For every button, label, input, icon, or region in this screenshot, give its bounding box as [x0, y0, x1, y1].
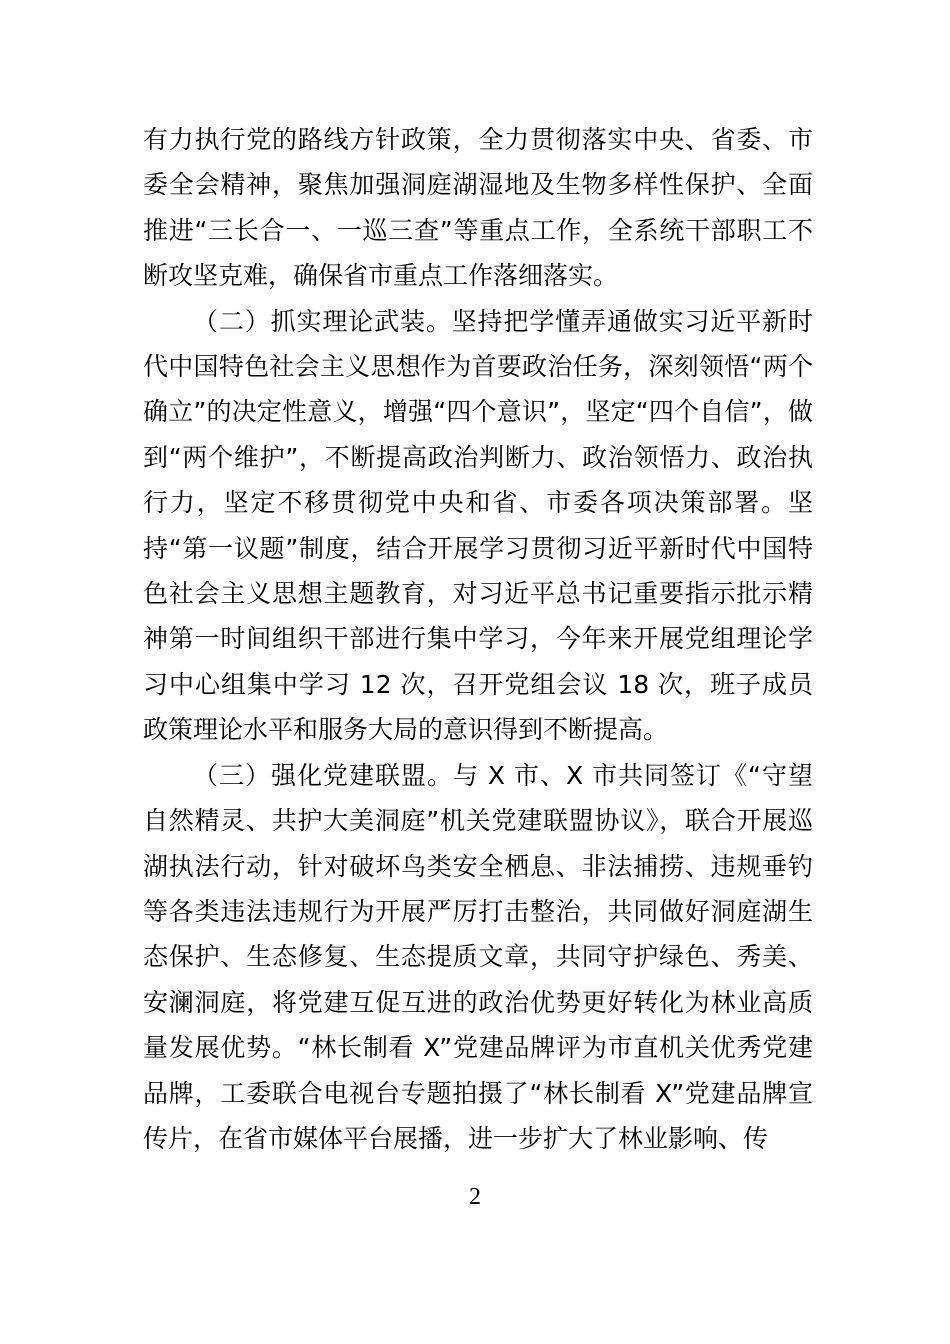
paragraph-theory-study: （二）抓实理论武装。坚持把学懂弄通做实习近平新时代中国特色社会主义思想作为首要政治任务，深刻领悟“两个确立”的决定性意义，增强“四个意识”，坚定“四个自信”，做到“两个维护”，不断提高政治判断力、政治领悟力、政治执行力，坚定不移贯彻党中央和省、市委各项决策部署。坚持“第一议题”制度，结合开展学习贯彻习近平新时代中国特色社会主义思想主题教育，对习近平总书记重要指示批示精神第一时间组织干部进行集中学习，今年来开展党组理论学习中心组集中学习 12 次，召开党组会议 18 次，班子成员政策理论水平和服务大局的意识得到不断提高。	[143, 306, 813, 745]
paragraph-continuation: 有力执行党的路线方针政策，全力贯彻落实中央、省委、市委全会精神，聚焦加强洞庭湖湿地及生物多样性保护、全面推进“三长合一、一巡三查”等重点工作，全系统干部职工不断攻坚克难，确保省市重点工作落细落实。	[143, 125, 813, 291]
page-number: 2	[469, 1184, 481, 1210]
document-body	[143, 117, 813, 1161]
paragraph-party-alliance: （三）强化党建联盟。与 X 市、X 市共同签订《“守望自然精灵、共护大美洞庭”机关党建联盟协议》，联合开展巡湖执法行动，针对破坏鸟类安全栖息、非法捕捞、违规垂钓等各类违法违规行为开展严厉打击整治，共同做好洞庭湖生态保护、生态修复、生态提质文章，共同守护绿色、秀美、安澜洞庭，将党建互促互进的政治优势更好转化为林业高质量发展优势。“林长制看 X”党建品牌评为市直机关优秀党建品牌，工委联合电视台专题拍摄了“林长制看 X”党建品牌宣传片，在省市媒体平台展播，进一步扩大了林业影响、传	[143, 760, 813, 1153]
